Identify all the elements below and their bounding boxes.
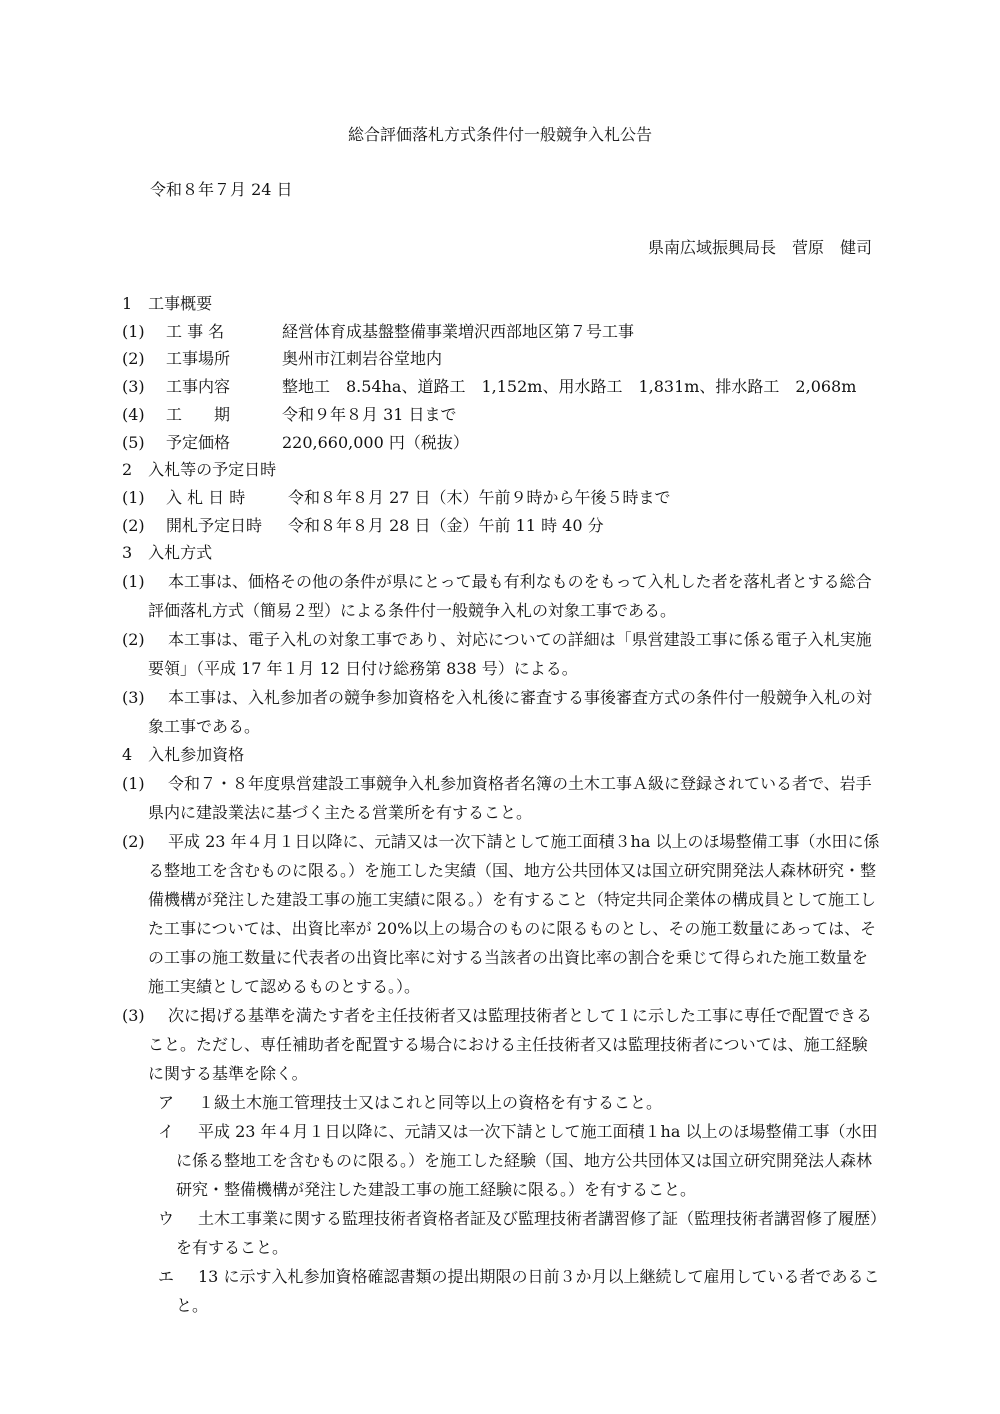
s4-subitem: ウ 土木工事業に関する監理技術者資格者証及び監理技術者講習修了証（監理技術者講習修了履歴）を有すること。 (158, 1208, 879, 1257)
s4-paragraph: (2) 平成 23 年４月１日以降に、元請又は一次下請として施工面積３ha 以上のほ場整備工事（水田に係る整地工を含むものに限る。）を施工した実績（国、地方公共団体又は国立研究開発法人森林研究・整備機構が発注した建設工事の施工実績に限る。）を有すること（特定共同企業体の構成員として施工した工事については、出資比率が 20%以上の場合のものに限るものとし、その施工数量にあっては、その工事の施工数量に代表者の出資比率に対する当該者の出資比率の割合を乗じて得られた施工数量を施工実績として認めるものとする。）。 (122, 831, 880, 996)
s2-item: (1) 入 札 日 時 令和８年８月 27 日（木）午前９時から午後５時まで (122, 487, 671, 507)
s3-paragraph: (1) 本工事は、価格その他の条件が県にとって最も有利なものをもって入札した者を落札者とする総合評価落札方式（簡易２型）による条件付一般競争入札の対象工事である。 (122, 572, 872, 621)
s4-subitem: ア １級土木施工管理技士又はこれと同等以上の資格を有すること。 (158, 1092, 663, 1112)
s4-subitem: イ 平成 23 年４月１日以降に、元請又は一次下請として施工面積１ha 以上のほ場整備工事（水田に係る整地工を含むものに限る。）を施工した経験（国、地方公共団体又は国立研究開発法人森林研究・整備機構が発注した建設工事の施工経験に限る。）を有すること。 (158, 1121, 878, 1199)
s2-item: (2) 開札予定日時 令和８年８月 28 日（金）午前 11 時 40 分 (122, 515, 604, 535)
section-3-heading: 3 入札方式 (122, 543, 213, 563)
s1-item: (5) 予定価格 220,660,000 円（税抜） (122, 432, 469, 452)
s4-paragraph: (3) 次に掲げる基準を満たす者を主任技術者又は監理技術者として１に示した工事に専任で配置できること。ただし、専任補助者を配置する場合における主任技術者又は監理技術者については、施工経験に関する基準を除く。 (122, 1005, 873, 1083)
s1-item: (3) 工事内容 整地工 8.54ha、道路工 1,152m、用水路工 1,831m、排水路工 2,068m (122, 377, 857, 397)
section-2-heading: 2 入札等の予定日時 (122, 460, 277, 480)
s1-item: (1) 工 事 名 経営体育成基盤整備事業増沢西部地区第７号工事 (122, 321, 635, 341)
s1-item: (4) 工 期 令和９年８月 31 日まで (122, 404, 457, 424)
document-body (122, 290, 882, 1320)
s3-paragraph: (2) 本工事は、電子入札の対象工事であり、対応についての詳細は「県営建設工事に係る電子入札実施要領」（平成 17 年１月 12 日付け総務第 838 号）による。 (122, 630, 872, 679)
s4-subitem: エ 13 に示す入札参加資格確認書類の提出期限の日前３か月以上継続して雇用している者であること。 (158, 1266, 880, 1315)
s3-paragraph: (3) 本工事は、入札参加者の競争参加資格を入札後に審査する事後審査方式の条件付一般競争入札の対象工事である。 (122, 688, 873, 737)
announcement-date: 令和８年７月 24 日 (150, 180, 293, 199)
section-4-heading: 4 入札参加資格 (122, 745, 245, 765)
s4-paragraph: (1) 令和７・８年度県営建設工事競争入札参加資格者名簿の土木工事Ａ級に登録されている者で、岩手県内に建設業法に基づく主たる営業所を有すること。 (122, 773, 872, 822)
issuer-name: 県南広域振興局長 菅原 健司 (647, 238, 872, 257)
section-1-heading: 1 工事概要 (122, 294, 213, 313)
document-title: 総合評価落札方式条件付一般競争入札公告 (347, 125, 652, 144)
s1-item: (2) 工事場所 奥州市江刺岩谷堂地内 (122, 349, 443, 369)
